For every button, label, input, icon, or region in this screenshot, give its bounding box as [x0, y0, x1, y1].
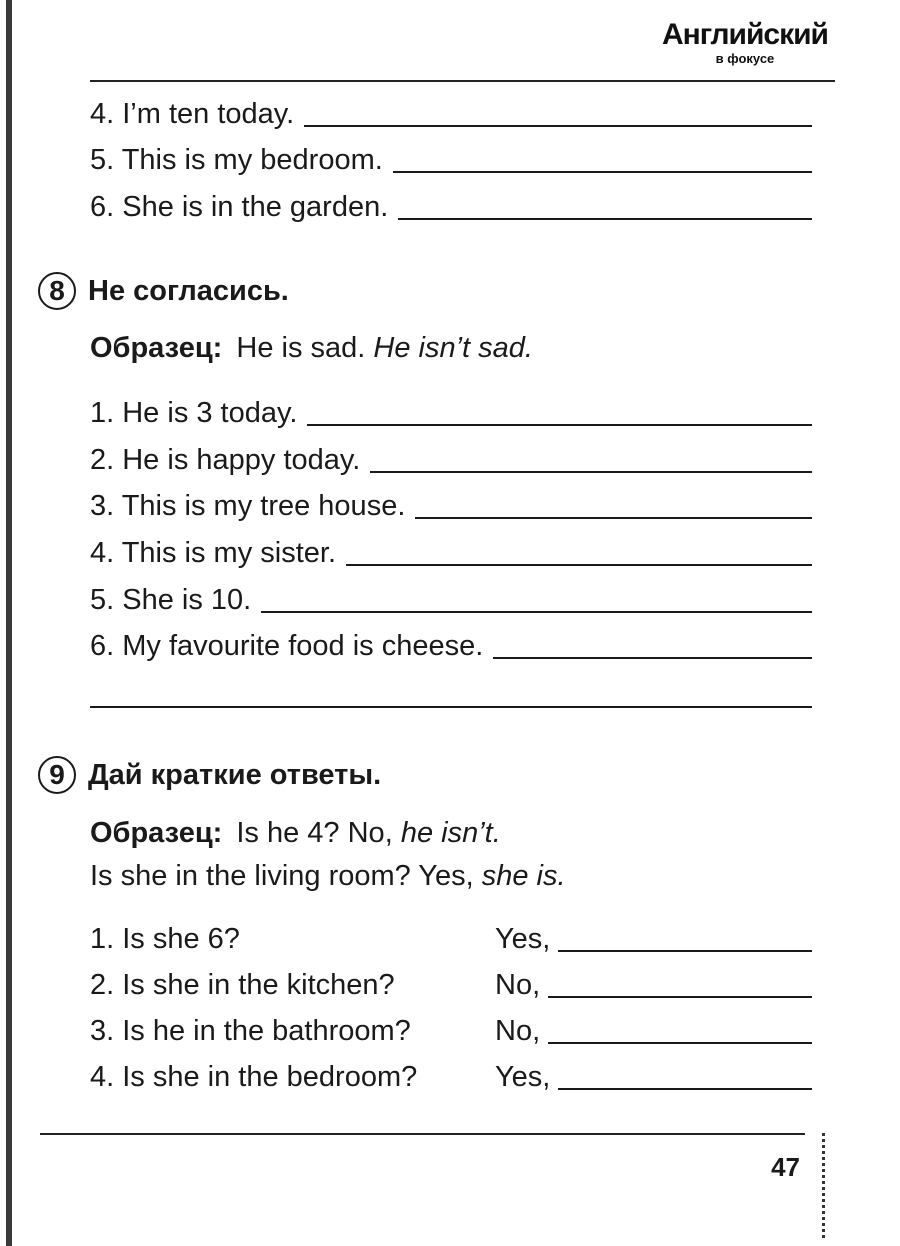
- list-item: [90, 923, 812, 956]
- list-item: [90, 397, 812, 430]
- item-text: 4. I’m ten today.: [90, 98, 295, 130]
- item-question: 3. Is he in the bathroom?: [90, 1015, 411, 1047]
- item-text: 5. She is 10.: [90, 584, 252, 616]
- example-answer: she is.: [481, 860, 566, 892]
- list-item: [90, 1015, 812, 1048]
- answer-blank[interactable]: [415, 516, 812, 519]
- example-answer: He isn’t sad.: [373, 332, 533, 364]
- answer-blank[interactable]: [558, 949, 812, 952]
- exercise-number-badge: 8: [38, 272, 76, 310]
- header-rule: [90, 80, 835, 82]
- answer-blank[interactable]: [548, 995, 812, 998]
- item-text: 2. He is happy today.: [90, 444, 361, 476]
- item-text: 1. He is 3 today.: [90, 397, 298, 429]
- exercise-9-example-line-2: [90, 860, 566, 893]
- item-question: 2. Is she in the kitchen?: [90, 969, 395, 1001]
- item-answer-start: Yes,: [495, 923, 551, 955]
- example-answer: he isn’t.: [400, 817, 501, 849]
- answer-blank[interactable]: [398, 217, 812, 220]
- item-answer-start: Yes,: [495, 1061, 551, 1093]
- answer-blank-continuation[interactable]: [90, 706, 812, 708]
- answer-blank[interactable]: [307, 423, 812, 426]
- book-spine: [6, 0, 12, 1246]
- exercise-title: Дай краткие ответы.: [88, 758, 382, 791]
- answer-blank[interactable]: [548, 1041, 812, 1044]
- item-answer-start: No,: [495, 969, 541, 1001]
- exercise-number-badge: 9: [38, 756, 76, 794]
- item-text: 4. This is my sister.: [90, 537, 337, 569]
- list-item: [90, 537, 812, 570]
- footer-rule: [40, 1133, 805, 1135]
- page-number: 47: [771, 1152, 800, 1182]
- logo-title: Английский: [661, 18, 828, 51]
- list-item: [90, 969, 812, 1002]
- list-item: [90, 191, 812, 224]
- example-question: Is he 4? No,: [236, 817, 393, 849]
- example-label: Образец:: [90, 332, 223, 364]
- list-item: [90, 1061, 812, 1094]
- item-answer-start: No,: [495, 1015, 541, 1047]
- page-edge-dots: [822, 1133, 825, 1238]
- logo-subtitle: в фокусе: [715, 51, 775, 66]
- answer-blank[interactable]: [493, 656, 812, 659]
- item-question: 4. Is she in the bedroom?: [90, 1061, 418, 1093]
- example-text: He is sad.: [236, 332, 366, 364]
- example-label: Образец:: [90, 817, 223, 849]
- answer-blank[interactable]: [304, 124, 812, 127]
- answer-blank[interactable]: [261, 610, 812, 613]
- answer-blank[interactable]: [370, 470, 812, 473]
- answer-blank[interactable]: [346, 563, 812, 566]
- list-item: [90, 630, 812, 663]
- answer-blank[interactable]: [558, 1087, 812, 1090]
- item-text: 5. This is my bedroom.: [90, 144, 383, 176]
- exercise-9-heading: [38, 756, 381, 794]
- item-question: 1. Is she 6?: [90, 923, 240, 955]
- exercise-8-example: [90, 332, 533, 365]
- exercise-title: Не согласись.: [88, 274, 289, 307]
- answer-blank[interactable]: [393, 170, 812, 173]
- example-question: Is she in the living room? Yes,: [90, 860, 474, 892]
- list-item: [90, 490, 812, 523]
- list-item: [90, 98, 812, 131]
- exercise-9-example-line-1: [90, 817, 501, 850]
- item-text: 6. My favourite food is cheese.: [90, 630, 484, 662]
- list-item: [90, 444, 812, 477]
- list-item: [90, 584, 812, 617]
- list-item: [90, 144, 812, 177]
- item-text: 6. She is in the garden.: [90, 191, 389, 223]
- series-logo: [662, 20, 828, 65]
- item-text: 3. This is my tree house.: [90, 490, 406, 522]
- exercise-8-heading: [38, 272, 289, 310]
